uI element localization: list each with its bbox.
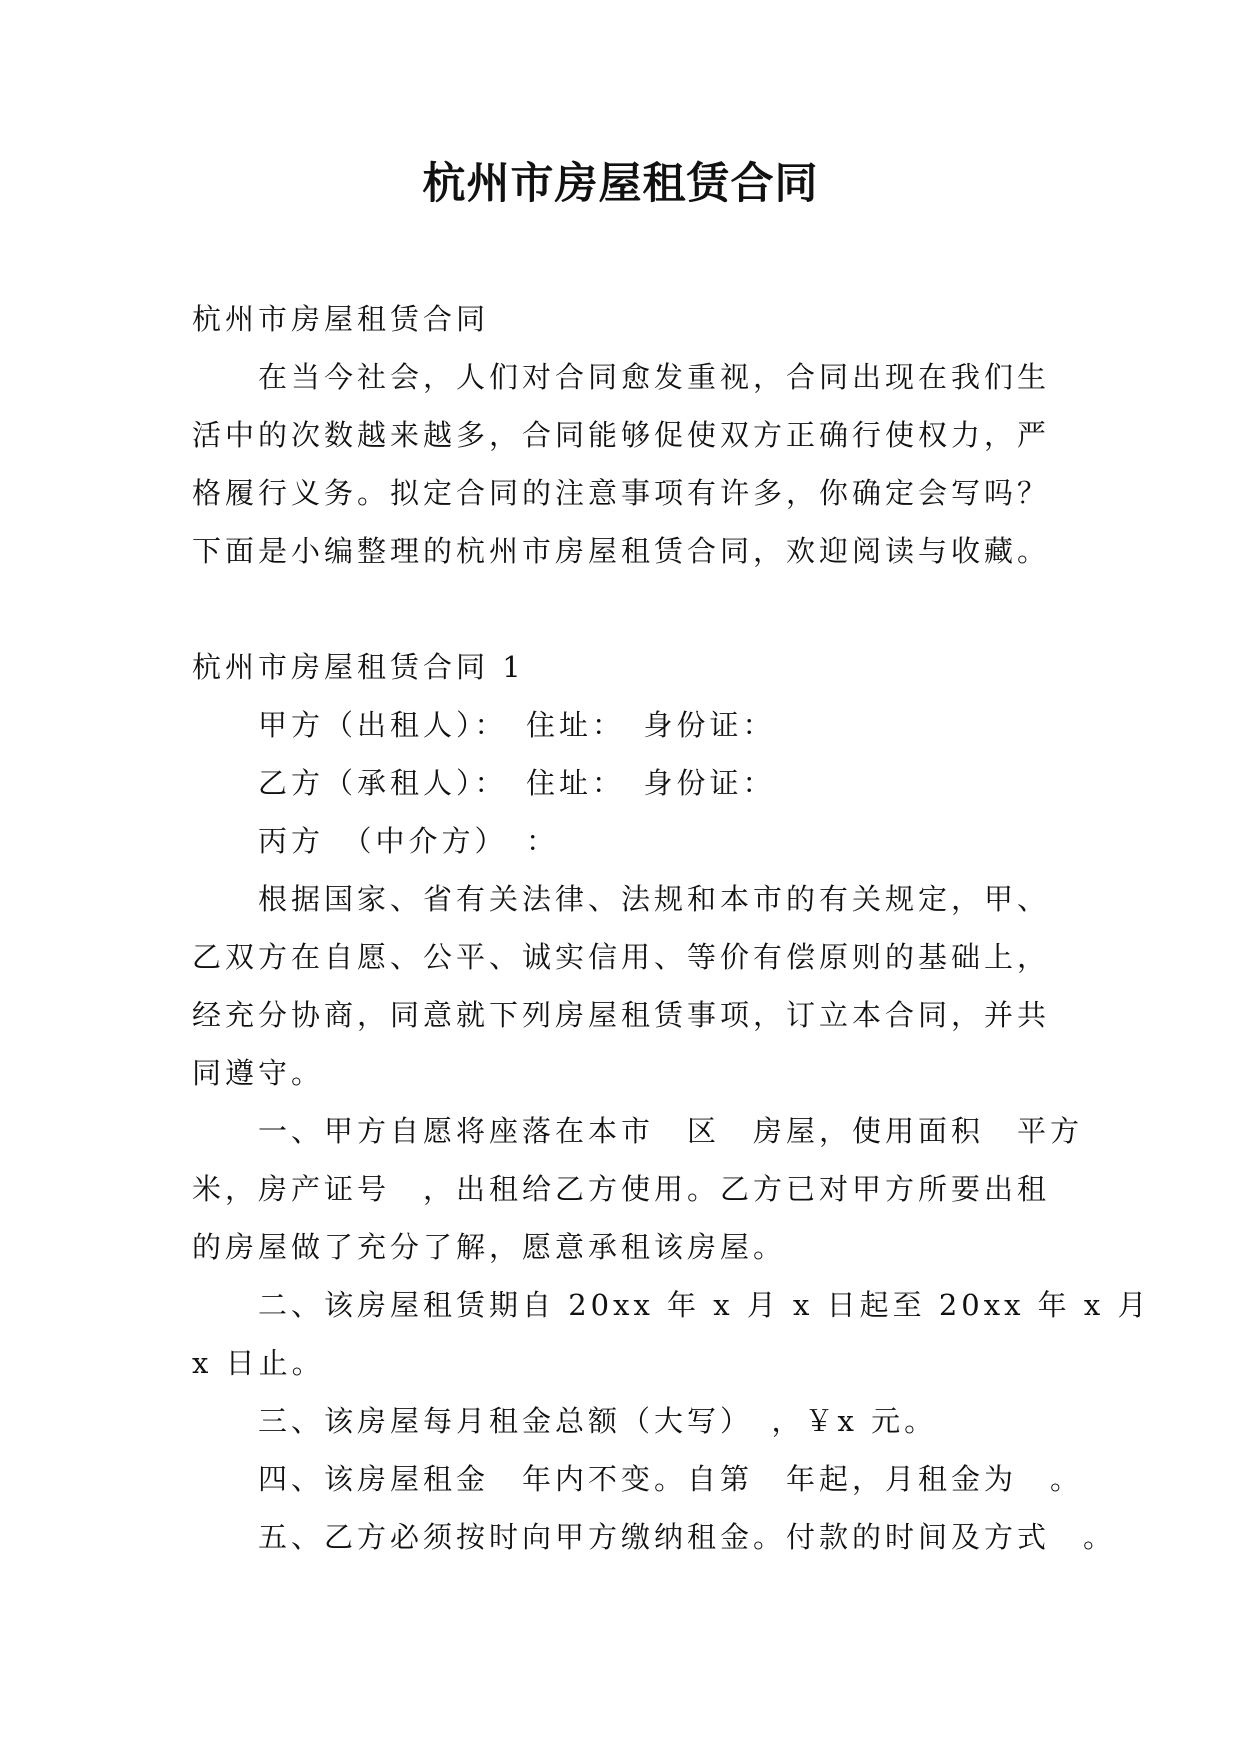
paragraph-line: 下面是小编整理的杭州市房屋租赁合同，欢迎阅读与收藏。 — [192, 534, 1051, 568]
paragraph-line: 根据国家、省有关法律、法规和本市的有关规定，甲、 — [258, 882, 1051, 916]
clause-1-line: 米，房产证号 ，出租给乙方使用。乙方已对甲方所要出租 — [192, 1172, 1051, 1206]
party-b-line: 乙方（承租人）： 住址： 身份证： — [258, 766, 776, 800]
clause-4-line: 四、该房屋租金 年内不变。自第 年起，月租金为 。 — [258, 1462, 1084, 1496]
party-c-line: 丙方 （中介方） ： — [258, 824, 560, 858]
document-title: 杭州市房屋租赁合同 — [422, 159, 819, 209]
paragraph-line: 在当今社会，人们对合同愈发重视，合同出现在我们生 — [258, 360, 1051, 394]
clause-1-line: 一、甲方自愿将座落在本市 区 房屋，使用面积 平方 — [258, 1114, 1084, 1148]
section-heading: 杭州市房屋租赁合同 1 — [192, 650, 525, 684]
clause-5-line: 五、乙方必须按时向甲方缴纳租金。付款的时间及方式 。 — [258, 1520, 1117, 1554]
paragraph-line: 格履行义务。拟定合同的注意事项有许多，你确定会写吗？ — [192, 476, 1051, 510]
section-heading: 杭州市房屋租赁合同 — [192, 302, 490, 336]
document-body — [192, 290, 1151, 1566]
blank-line — [192, 580, 1072, 638]
clause-2-line: x 日止。 — [192, 1346, 325, 1380]
clause-3-line: 三、该房屋每月租金总额（大写） ，￥x 元。 — [258, 1404, 938, 1438]
paragraph-line: 活中的次数越来越多，合同能够促使双方正确行使权力，严 — [192, 418, 1051, 452]
paragraph-line: 乙双方在自愿、公平、诚实信用、等价有偿原则的基础上， — [192, 940, 1051, 974]
paragraph-line: 经充分协商，同意就下列房屋租赁事项，订立本合同，并共 — [192, 998, 1051, 1032]
clause-1-line: 的房屋做了充分了解，愿意承租该房屋。 — [192, 1230, 787, 1264]
clause-2-line: 二、该房屋租赁期自 20xx 年 x 月 x 日起至 20xx 年 x 月 — [258, 1288, 1151, 1322]
paragraph-line: 同遵守。 — [192, 1056, 325, 1090]
party-a-line: 甲方（出租人）： 住址： 身份证： — [258, 708, 776, 742]
